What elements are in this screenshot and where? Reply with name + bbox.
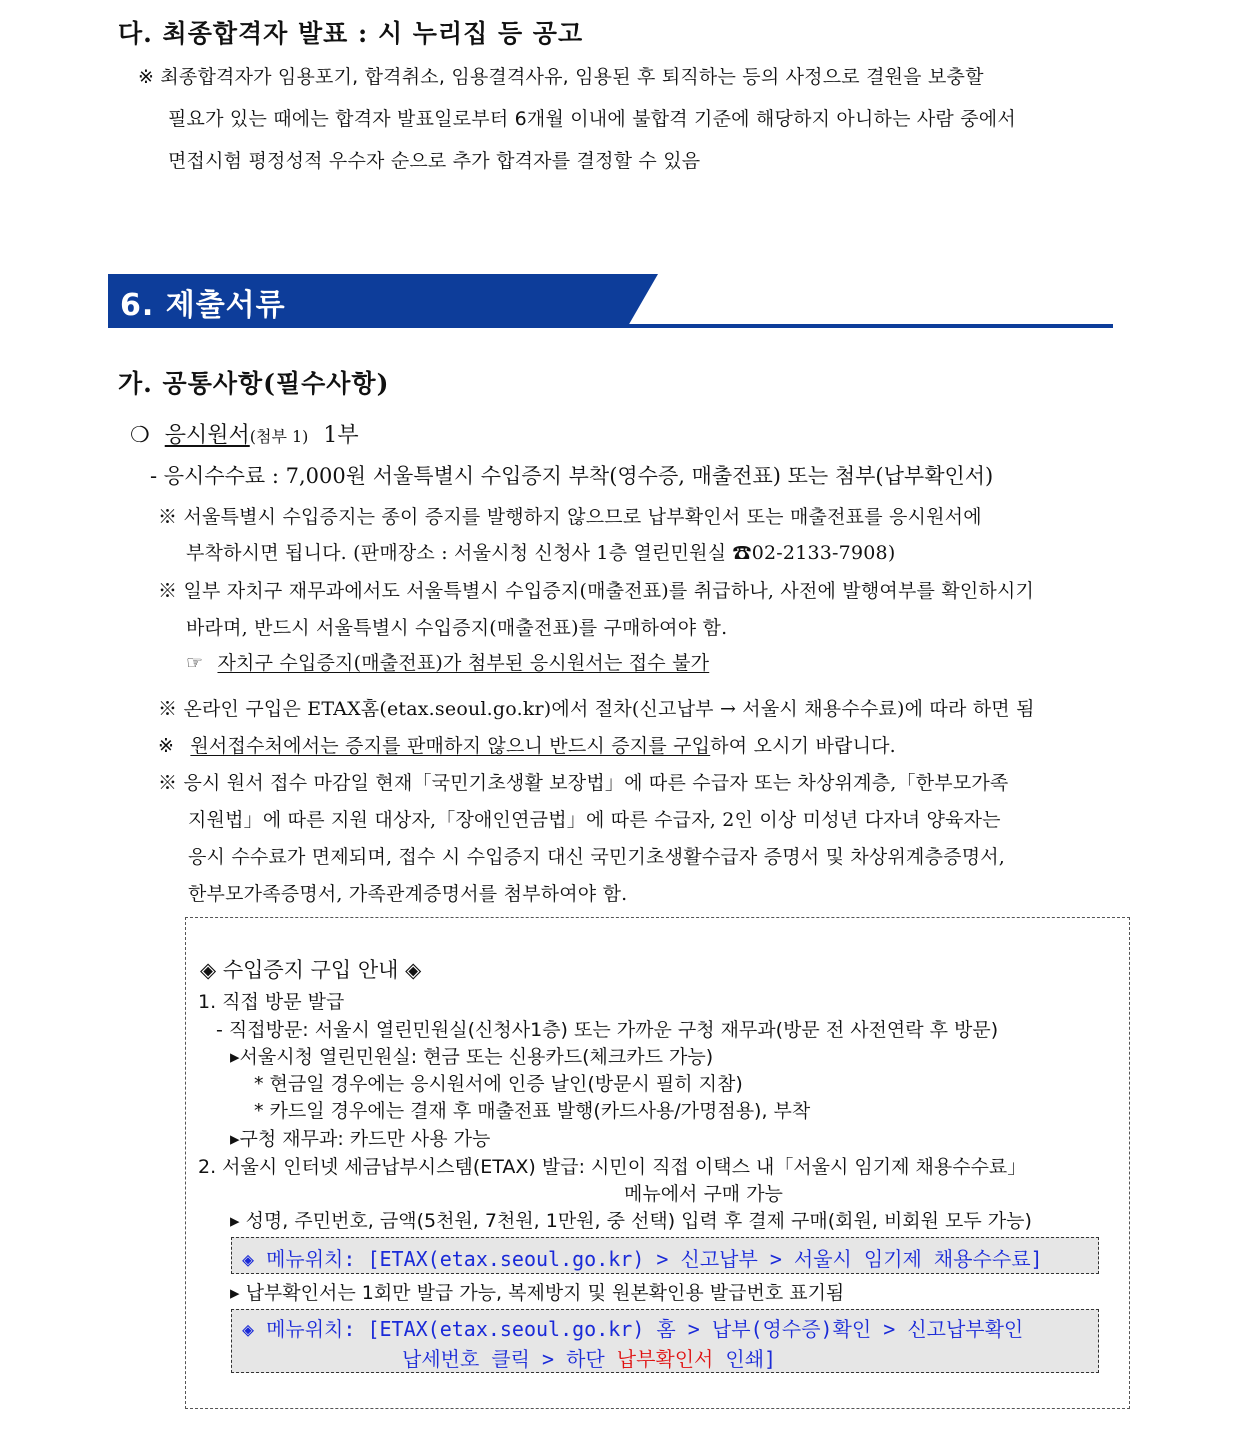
infobox-item2-b: ▸ 납부확인서는 1회만 발급 가능, 복제방지 및 원본확인용 발급번호 표기됨 [230,1282,845,1304]
note1-line2: 부착하시면 됩니다. (판매장소 : 서울시청 신청사 1층 열린민원실 ☎02-2133-7908) [186,542,896,564]
heading-final-announcement: 다. 최종합격자 발표 : 시 누리집 등 공고 [118,19,584,48]
final-note-line1: ※ 최종합격자가 임용포기, 합격취소, 임용결격사유, 임용된 후 퇴직하는 등의 사정으로 결원을 보충할 [138,66,984,88]
note3-online-purchase: ※ 온라인 구입은 ETAX홈(etax.seoul.go.kr)에서 절차(신고납부 → 서울시 채용수수료)에 따라 하면 됨 [158,698,1035,720]
menu2-part-b: 인쇄] [713,1347,777,1371]
menu-location-2-line1: ◈ 메뉴위치: [ETAX(etax.seoul.go.kr) 홈 > 납부(영수증)확인 > 신고납부확인 [242,1317,1024,1341]
infobox-item2-line1: 2. 서울시 인터넷 세금납부시스템(ETAX) 발급: 시민이 직접 이택스 내「서울시 임기제 채용수수료」 [198,1156,1027,1178]
heading-common-items: 가. 공통사항(필수사항) [118,369,390,398]
note1-line1: ※ 서울특별시 수입증지는 종이 증지를 발행하지 않으므로 납부확인서 또는 매출전표를 응시원서에 [158,506,982,528]
note2-line2: 바라며, 반드시 서울특별시 수입증지(매출전표)를 구매하여야 함. [186,617,728,639]
note4-rest: 하여 오시기 바랍니다. [710,735,896,757]
final-note-line3: 면접시험 평정성적 우수자 순으로 추가 합격자를 결정할 수 있음 [168,150,701,172]
fee-line: - 응시수수료 : 7,000원 서울특별시 수입증지 부착(영수증, 매출전표) 또는 첨부(납부확인서) [150,464,994,488]
attachment-ref: (첨부 1) [249,427,309,446]
section-banner [108,274,1113,330]
note5-line2: 지원법」에 따른 지원 대상자,「장애인연금법」에 따른 수급자, 2인 이상 미성년 다자녀 양육자는 [188,809,1001,831]
menu-location-2-line2 [402,1343,776,1372]
note5-line1: ※ 응시 원서 접수 마감일 현재「국민기초생활 보장법」에 따른 수급자 또는 차상위계층,「한부모가족 [158,772,1009,794]
menu2-red-text: 납부확인서 [616,1347,714,1371]
infobox-item2-a: ▸ 성명, 주민번호, 금액(5천원, 7천원, 1만원, 중 선택) 입력 후 결제 구매(회원, 비회원 모두 가능) [230,1210,1032,1232]
pointing-hand-icon: ☞ [186,652,204,674]
note5-line3: 응시 수수료가 면제되며, 접수 시 수입증지 대신 국민기초생활수급자 증명서 및 차상위계층증명서, [188,846,1006,868]
note2-line3: 자치구 수입증지(매출전표)가 첨부된 응시원서는 접수 불가 [217,652,710,674]
note4-underlined: 원서접수처에서는 증지를 판매하지 않으니 반드시 증지를 구입 [190,735,711,757]
menu-location-box-1 [231,1237,1099,1274]
application-form-label: 응시원서 [164,423,250,448]
infobox-item1-a1: * 현금일 경우에는 응시원서에 인증 날인(방문시 필히 지참) [254,1073,743,1095]
menu-location-box-2 [231,1309,1099,1373]
final-note-line2: 필요가 있는 때에는 합격자 발표일로부터 6개월 이내에 불합격 기준에 해당하지 아니하는 사람 중에서 [168,108,1016,130]
infobox-item1-a: ▸서울시청 열린민원실: 현금 또는 신용카드(체크카드 가능) [230,1046,714,1068]
infobox-item1: 1. 직접 방문 발급 [198,991,345,1013]
stamp-purchase-info-box [185,917,1130,1409]
menu-location-1: ◈ 메뉴위치: [ETAX(etax.seoul.go.kr) > 신고납부 > 서울시 임기제 채용수수료] [242,1247,1043,1271]
bullet-circle-icon: ❍ [130,423,150,448]
note4-mark: ※ [158,735,175,757]
section-title: 6. 제출서류 [120,288,286,323]
note5-line4: 한부모가족증명서, 가족관계증명서를 첨부하여야 함. [188,883,628,905]
bullet-row [130,418,359,449]
note2-line3-row [186,648,709,675]
infobox-item1-a2: * 카드일 경우에는 결재 후 매출전표 발행(카드사용/가명점용), 부착 [254,1100,811,1122]
infobox-item1-b: ▸구청 재무과: 카드만 사용 가능 [230,1128,491,1150]
note2-line1: ※ 일부 자치구 재무과에서도 서울특별시 수입증지(매출전표)를 취급하나, 사전에 발행여부를 확인하시기 [158,580,1035,602]
note4-row [158,731,896,758]
infobox-title: ◈ 수입증지 구입 안내 ◈ [200,958,422,982]
copy-count: 1부 [323,423,359,448]
infobox-item2-line2: 메뉴에서 구매 가능 [624,1183,783,1205]
infobox-item1-sub: - 직접방문: 서울시 열린민원실(신청사1층) 또는 가까운 구청 재무과(방문 전 사전연락 후 방문) [216,1019,999,1041]
menu2-part-a: 납세번호 클릭 > 하단 [402,1347,617,1371]
